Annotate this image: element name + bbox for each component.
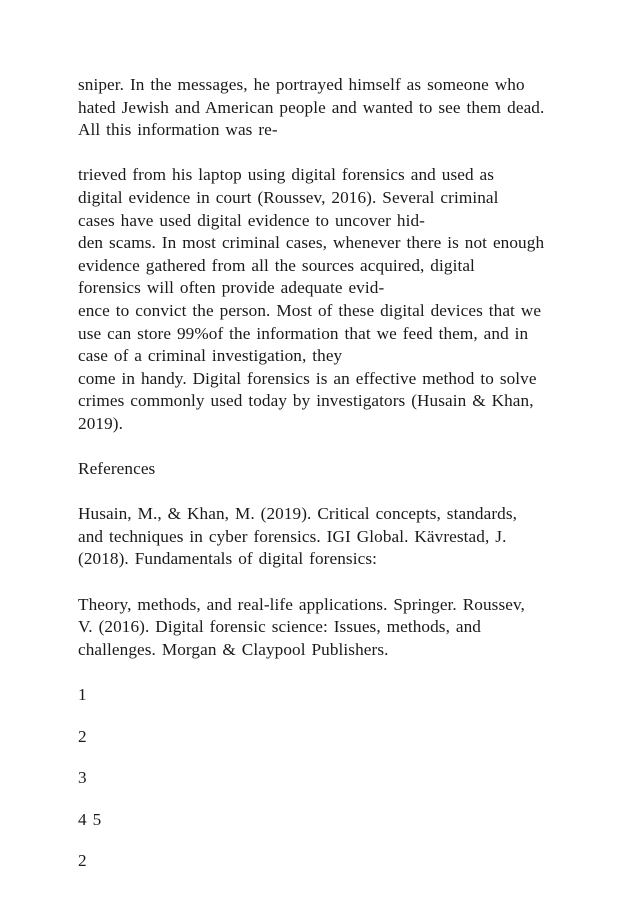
references-block-2	[78, 594, 578, 662]
page-number: 2	[78, 726, 87, 746]
text-line: cases have used digital evidence to uncover hid-	[78, 210, 425, 230]
text-line: den scams. In most criminal cases, whenever there is not enough	[78, 233, 545, 253]
spacer	[78, 748, 578, 767]
paragraph-spacer	[78, 142, 578, 165]
reference-line: Husain, M., & Khan, M. (2019). Critical concepts, standards,	[78, 504, 518, 524]
paragraph-1	[78, 74, 578, 142]
spacer	[78, 707, 578, 726]
reference-line: (2018). Fundamentals of digital forensics:	[78, 549, 377, 569]
page-number: 1	[78, 685, 87, 705]
text-line: come in handy. Digital forensics is an effective method to solve	[78, 368, 537, 388]
page-number: 2	[78, 851, 87, 871]
reference-line: challenges. Morgan & Claypool Publishers.	[78, 639, 389, 659]
text-line: hated Jewish and American people and wanted to see them dead.	[78, 97, 545, 117]
text-line: trieved from his laptop using digital forensics and used as	[78, 165, 495, 185]
text-line: sniper. In the messages, he portrayed himself as someone who	[78, 75, 525, 94]
text-line: All this information was re-	[78, 120, 278, 140]
paragraph-spacer	[78, 481, 578, 504]
text-line: use can store 99%of the information that we feed them, and in	[78, 323, 529, 343]
paragraph-2	[78, 164, 578, 435]
references-heading: References	[78, 459, 156, 479]
page-number: 4 5	[78, 809, 102, 829]
references-block-1	[78, 503, 578, 571]
text-line: evidence gathered from all the sources acquired, digital	[78, 255, 475, 275]
text-line: ence to convict the person. Most of these digital devices that we	[78, 300, 542, 320]
text-line: 2019).	[78, 413, 123, 433]
reference-line: Theory, methods, and real-life applications. Springer. Roussev,	[78, 594, 525, 614]
document-page	[78, 74, 578, 873]
paragraph-spacer	[78, 571, 578, 594]
text-line: crimes commonly used today by investigators (Husain & Khan,	[78, 391, 534, 411]
paragraph-spacer	[78, 436, 578, 459]
text-line: forensics will often provide adequate evid-	[78, 278, 385, 298]
page-number: 3	[78, 768, 87, 788]
paragraph-spacer	[78, 661, 578, 684]
spacer	[78, 790, 578, 809]
text-line: case of a criminal investigation, they	[78, 346, 343, 366]
reference-line: and techniques in cyber forensics. IGI Global. Kävrestad, J.	[78, 526, 507, 546]
spacer	[78, 831, 578, 850]
text-line: digital evidence in court (Roussev, 2016). Several criminal	[78, 187, 499, 207]
reference-line: V. (2016). Digital forensic science: Issues, methods, and	[78, 617, 481, 637]
